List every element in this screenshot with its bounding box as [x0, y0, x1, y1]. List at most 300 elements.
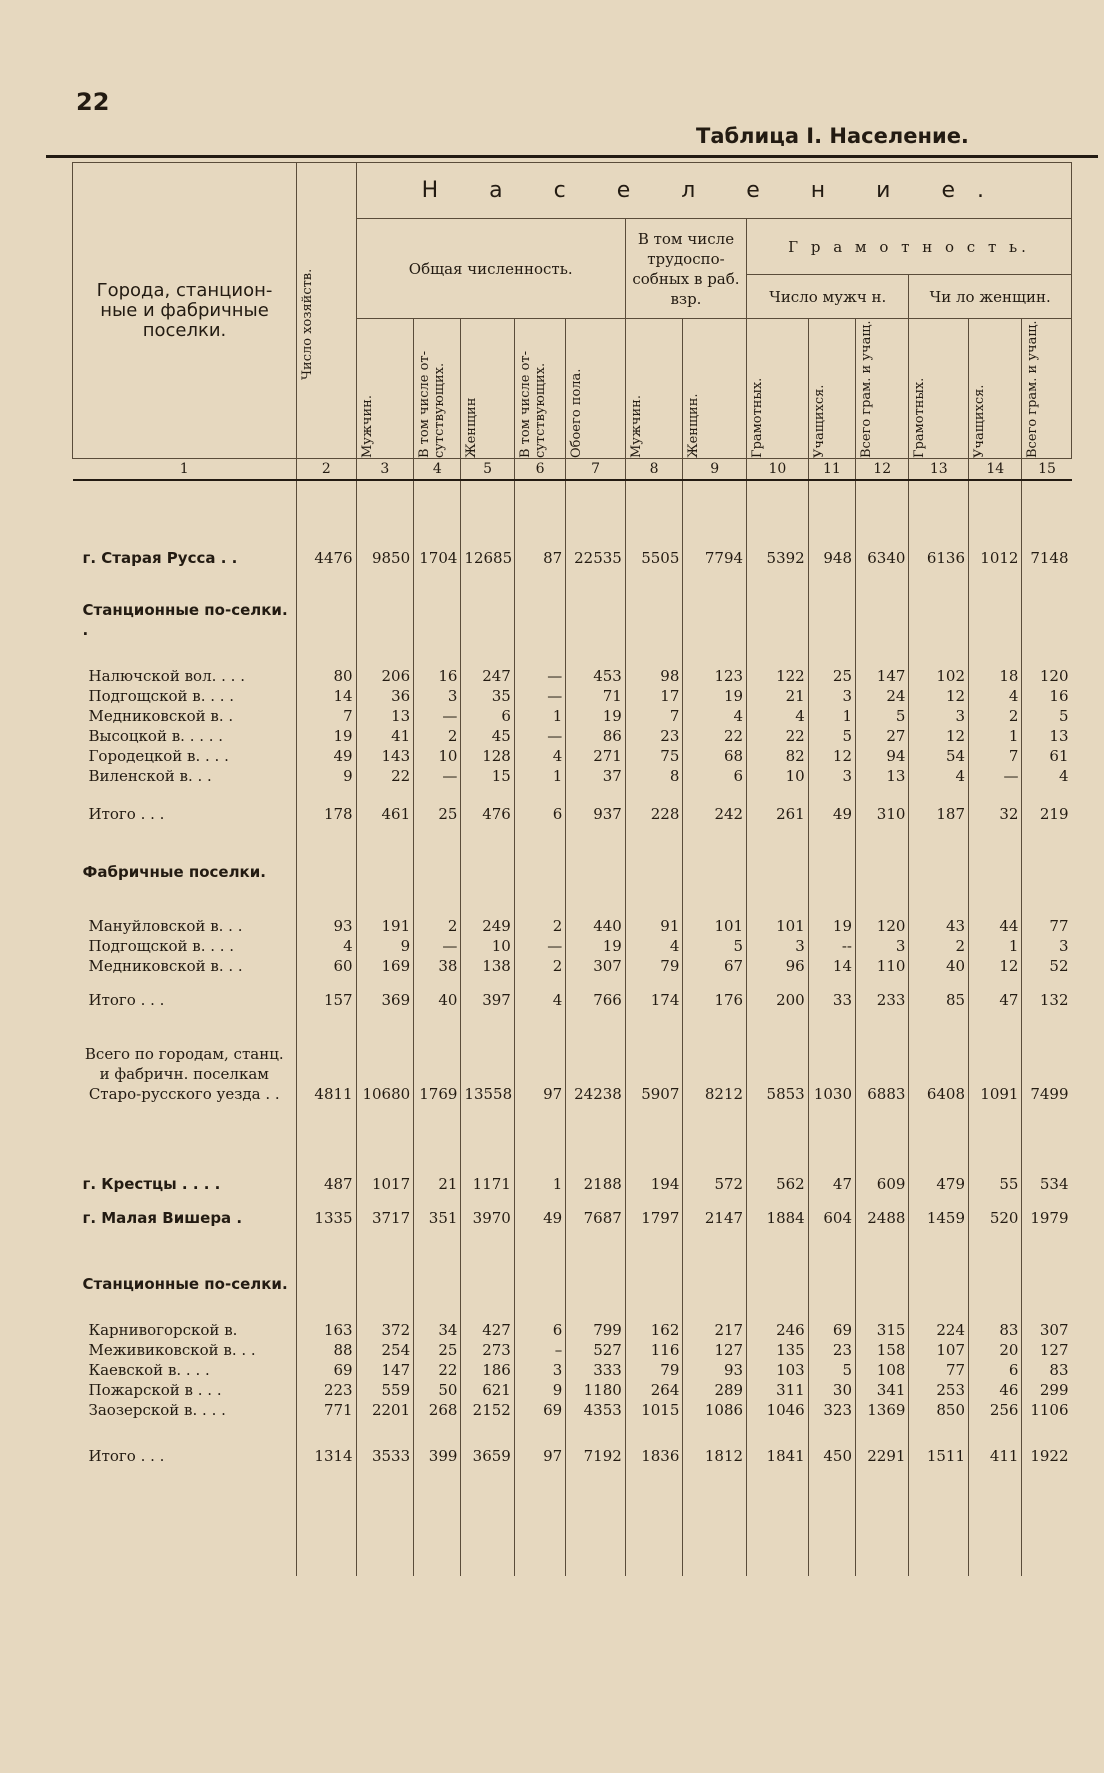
table-cell: 174: [625, 990, 683, 1010]
table-cell: 937: [566, 804, 626, 824]
table-cell: 7687: [566, 1208, 626, 1228]
table-cell: 273: [461, 1340, 514, 1360]
table-cell: 307: [1022, 1320, 1072, 1340]
table-cell: 77: [1022, 916, 1072, 936]
table-cell: —: [514, 686, 565, 706]
table-cell: 3717: [356, 1208, 414, 1228]
column-number: 7: [566, 459, 626, 481]
table-cell: 289: [683, 1380, 747, 1400]
table-cell: 110: [856, 956, 909, 976]
table-cell: 10: [414, 746, 461, 766]
table-cell: 6: [514, 804, 565, 824]
column-number: 13: [909, 459, 969, 481]
table-cell: 46: [969, 1380, 1022, 1400]
row-spacer: [73, 1466, 1072, 1576]
table-cell: 450: [808, 1446, 855, 1466]
table-cell: 176: [683, 990, 747, 1010]
table-cell: 1459: [909, 1208, 969, 1228]
table-cell: 27: [856, 726, 909, 746]
table-cell: 3: [414, 686, 461, 706]
table-cell: 22: [356, 766, 414, 786]
table-cell: 91: [625, 916, 683, 936]
row-label: Виленской в. . .: [88, 767, 212, 785]
households-header: Число хозяйств.: [297, 163, 357, 459]
table-cell: 162: [625, 1320, 683, 1340]
column-header: Мужчин.: [625, 319, 683, 459]
table-cell: —: [514, 936, 565, 956]
column-header: Обоего пола.: [566, 319, 626, 459]
table-cell: 13: [356, 706, 414, 726]
column-header: Мужчин.: [356, 319, 414, 459]
table-row-data: [73, 916, 1072, 936]
table-cell: 3970: [461, 1208, 514, 1228]
table-cell: 19: [566, 936, 626, 956]
row-spacer: [73, 1010, 1072, 1044]
row-label: Городецкой в. . . .: [88, 747, 229, 765]
column-number: 9: [683, 459, 747, 481]
table-cell: 440: [566, 916, 626, 936]
table-cell: 411: [969, 1446, 1022, 1466]
table-cell: 264: [625, 1380, 683, 1400]
column-number: 12: [856, 459, 909, 481]
table-cell: 271: [566, 746, 626, 766]
table-cell: 1979: [1022, 1208, 1072, 1228]
table-row-total: [73, 1446, 1072, 1466]
table-cell: 1: [514, 1174, 565, 1194]
table-cell: 25: [414, 1340, 461, 1360]
table-cell: 21: [747, 686, 809, 706]
table-cell: 2201: [356, 1400, 414, 1420]
table-cell: 12685: [461, 548, 514, 568]
table-cell: 103: [747, 1360, 809, 1380]
table-cell: 17: [625, 686, 683, 706]
row-label: Итого . . .: [88, 1447, 165, 1465]
table-cell: 1: [808, 706, 855, 726]
table-cell: 7: [625, 706, 683, 726]
table-cell: 479: [909, 1174, 969, 1194]
table-row-data: [73, 936, 1072, 956]
table-cell: 3: [808, 766, 855, 786]
table-cell: 4: [969, 686, 1022, 706]
column-header: Женщин.: [683, 319, 747, 459]
column-number: 6: [514, 459, 565, 481]
table-cell: 43: [909, 916, 969, 936]
table-cell: 16: [414, 666, 461, 686]
table-row-data: [73, 1340, 1072, 1360]
table-cell: 10680: [356, 1044, 414, 1104]
table-cell: 158: [856, 1340, 909, 1360]
row-spacer: [73, 1104, 1072, 1174]
table-cell: 19: [566, 706, 626, 726]
table-cell: 38: [414, 956, 461, 976]
column-number: 3: [356, 459, 414, 481]
table-cell: 311: [747, 1380, 809, 1400]
table-cell: 461: [356, 804, 414, 824]
table-cell: 191: [356, 916, 414, 936]
row-label: Заозерской в. . . .: [88, 1401, 226, 1419]
table-cell: 850: [909, 1400, 969, 1420]
table-cell: 108: [856, 1360, 909, 1380]
table-cell: 948: [808, 548, 855, 568]
table-cell: 6136: [909, 548, 969, 568]
table-cell: 116: [625, 1340, 683, 1360]
table-cell: —: [414, 936, 461, 956]
table-cell: 107: [909, 1340, 969, 1360]
top-rule: [46, 155, 1098, 158]
table-cell: 4: [909, 766, 969, 786]
table-cell: 13558: [461, 1044, 514, 1104]
table-row-data: [73, 1320, 1072, 1340]
table-cell: 19: [683, 686, 747, 706]
table-cell: 1884: [747, 1208, 809, 1228]
table-cell: 71: [566, 686, 626, 706]
row-label: Пожарской в . . .: [88, 1381, 222, 1399]
table-row-data: [73, 956, 1072, 976]
table-cell: 3: [909, 706, 969, 726]
table-cell: 8212: [683, 1044, 747, 1104]
table-cell: 219: [1022, 804, 1072, 824]
table-cell: 1106: [1022, 1400, 1072, 1420]
table-cell: 351: [414, 1208, 461, 1228]
table-body: [73, 459, 1072, 1577]
page-title: Таблица I. Население.: [696, 124, 969, 148]
table-cell: 1171: [461, 1174, 514, 1194]
table-cell: 341: [856, 1380, 909, 1400]
row-label: Мануйловской в. . .: [88, 917, 243, 935]
table-cell: 766: [566, 990, 626, 1010]
row-spacer: [73, 786, 1072, 804]
table-cell: 2147: [683, 1208, 747, 1228]
table-cell: 18: [969, 666, 1022, 686]
table-cell: 1091: [969, 1044, 1022, 1104]
table-cell: 147: [856, 666, 909, 686]
table-cell: 55: [969, 1174, 1022, 1194]
column-number: 8: [625, 459, 683, 481]
table-cell: 2152: [461, 1400, 514, 1420]
table-cell: 1511: [909, 1446, 969, 1466]
table-cell: 61: [1022, 746, 1072, 766]
table-cell: 2: [414, 726, 461, 746]
table-cell: 5853: [747, 1044, 809, 1104]
table-cell: 101: [747, 916, 809, 936]
table-cell: --: [808, 936, 855, 956]
table-cell: –: [514, 1340, 565, 1360]
table-cell: 80: [297, 666, 357, 686]
row-spacer: [73, 824, 1072, 850]
table-cell: 5392: [747, 548, 809, 568]
table-cell: 3659: [461, 1446, 514, 1466]
table-cell: 3: [747, 936, 809, 956]
table-cell: 32: [969, 804, 1022, 824]
table-cell: 12: [909, 726, 969, 746]
table-cell: 186: [461, 1360, 514, 1380]
row-label: Карнивогорской в.: [88, 1321, 238, 1339]
column-number: 15: [1022, 459, 1072, 481]
table-cell: 52: [1022, 956, 1072, 976]
table-cell: 157: [297, 990, 357, 1010]
table-cell: 49: [297, 746, 357, 766]
table-cell: 1: [514, 706, 565, 726]
table-cell: 98: [625, 666, 683, 686]
column-header: В том числе от-сутствующих.: [414, 319, 461, 459]
table-cell: 41: [356, 726, 414, 746]
table-cell: 69: [297, 1360, 357, 1380]
table-cell: 23: [808, 1340, 855, 1360]
table-row-data: [73, 746, 1072, 766]
table-cell: —: [514, 666, 565, 686]
table-cell: 3: [1022, 936, 1072, 956]
row-label: Итого . . .: [88, 991, 165, 1009]
row-label: Всего по городам, станц. и фабричн. поселкам Старо-русского уезда . .: [84, 1045, 284, 1103]
table-cell: 20: [969, 1340, 1022, 1360]
table-row-grand: [73, 1044, 1072, 1104]
table-cell: 30: [808, 1380, 855, 1400]
column-number: 2: [297, 459, 357, 481]
population-header: Н а с е л е н и е.: [356, 163, 1071, 219]
column-header: Учащихся.: [808, 319, 855, 459]
table-cell: 2: [909, 936, 969, 956]
table-cell: 5907: [625, 1044, 683, 1104]
table-cell: 94: [856, 746, 909, 766]
table-cell: 559: [356, 1380, 414, 1400]
table-cell: 87: [514, 548, 565, 568]
table-cell: 128: [461, 746, 514, 766]
table-cell: 24238: [566, 1044, 626, 1104]
table-cell: 49: [514, 1208, 565, 1228]
table-row-data: [73, 766, 1072, 786]
table-row-city: [73, 1174, 1072, 1194]
table-cell: 1335: [297, 1208, 357, 1228]
table-cell: 169: [356, 956, 414, 976]
table-cell: 217: [683, 1320, 747, 1340]
table-cell: 604: [808, 1208, 855, 1228]
row-label: Высоцкой в. . . . .: [88, 727, 224, 745]
table-cell: 68: [683, 746, 747, 766]
table-cell: 310: [856, 804, 909, 824]
table-cell: 67: [683, 956, 747, 976]
table-cell: 249: [461, 916, 514, 936]
table-cell: 6: [461, 706, 514, 726]
table-cell: 15: [461, 766, 514, 786]
table-cell: 307: [566, 956, 626, 976]
table-cell: 12: [969, 956, 1022, 976]
table-cell: 323: [808, 1400, 855, 1420]
table-cell: 96: [747, 956, 809, 976]
column-header: Учащихся.: [969, 319, 1022, 459]
row-spacer: [73, 1306, 1072, 1320]
table-cell: 4476: [297, 548, 357, 568]
table-cell: 4: [1022, 766, 1072, 786]
table-cell: 9850: [356, 548, 414, 568]
table-cell: 50: [414, 1380, 461, 1400]
row-label: Медниковской в. .: [88, 707, 234, 725]
row-label: г. Крестцы . . . .: [82, 1175, 221, 1193]
table-cell: 23: [625, 726, 683, 746]
table-cell: 69: [808, 1320, 855, 1340]
table-cell: 93: [297, 916, 357, 936]
row-spacer: [73, 642, 1072, 666]
table-cell: 5: [856, 706, 909, 726]
table-cell: 3533: [356, 1446, 414, 1466]
table-cell: 5: [1022, 706, 1072, 726]
row-label: Каевской в. . . .: [88, 1361, 210, 1379]
table-cell: 54: [909, 746, 969, 766]
table-row-data: [73, 666, 1072, 686]
table-cell: 102: [909, 666, 969, 686]
column-header: Всего грам. и учащ.: [856, 319, 909, 459]
table-cell: 4353: [566, 1400, 626, 1420]
column-number: 10: [747, 459, 809, 481]
table-cell: —: [414, 766, 461, 786]
table-cell: 123: [683, 666, 747, 686]
table-cell: 138: [461, 956, 514, 976]
table-cell: 4: [747, 706, 809, 726]
table-cell: 572: [683, 1174, 747, 1194]
table-cell: 5: [683, 936, 747, 956]
table-cell: 2: [969, 706, 1022, 726]
table-cell: 82: [747, 746, 809, 766]
table-cell: 562: [747, 1174, 809, 1194]
row-label: г. Старая Русса . .: [82, 549, 238, 567]
table-row-section: [73, 850, 1072, 894]
table-cell: 83: [1022, 1360, 1072, 1380]
table-cell: 79: [625, 956, 683, 976]
table-cell: 2291: [856, 1446, 909, 1466]
table-cell: 333: [566, 1360, 626, 1380]
literacy-group-header: Г р а м о т н о с т ь.: [747, 219, 1072, 275]
table-cell: —: [514, 726, 565, 746]
row-spacer: [73, 976, 1072, 990]
row-spacer: [73, 480, 1072, 548]
row-spacer: [73, 1420, 1072, 1446]
table-cell: 36: [356, 686, 414, 706]
table-cell: 268: [414, 1400, 461, 1420]
table-cell: 399: [414, 1446, 461, 1466]
table-cell: 253: [909, 1380, 969, 1400]
table-cell: 4811: [297, 1044, 357, 1104]
table-cell: 1797: [625, 1208, 683, 1228]
table-cell: 2: [414, 916, 461, 936]
row-label: г. Малая Вишера .: [82, 1209, 243, 1227]
table-cell: 163: [297, 1320, 357, 1340]
table-cell: 1812: [683, 1446, 747, 1466]
table-cell: 242: [683, 804, 747, 824]
table-cell: 7: [297, 706, 357, 726]
table-cell: 315: [856, 1320, 909, 1340]
male-literacy-header: Число мужч н.: [747, 275, 909, 319]
table-cell: 9: [514, 1380, 565, 1400]
table-cell: 4: [297, 936, 357, 956]
table-cell: 25: [414, 804, 461, 824]
row-label: Итого . . .: [88, 805, 165, 823]
table-cell: 621: [461, 1380, 514, 1400]
table-cell: 1369: [856, 1400, 909, 1420]
table-row-data: [73, 706, 1072, 726]
table-cell: 6340: [856, 548, 909, 568]
table-row-data: [73, 726, 1072, 746]
table-cell: 44: [969, 916, 1022, 936]
table-cell: 1: [514, 766, 565, 786]
stub-header: Города, станцион-ные и фабричные поселки.: [73, 163, 297, 459]
table-cell: 206: [356, 666, 414, 686]
table-cell: 187: [909, 804, 969, 824]
table-cell: 3: [808, 686, 855, 706]
table-cell: 7192: [566, 1446, 626, 1466]
table-cell: 19: [808, 916, 855, 936]
row-label: Фабричные поселки.: [82, 863, 266, 881]
table-cell: 3: [856, 936, 909, 956]
table-cell: 14: [297, 686, 357, 706]
table-cell: 233: [856, 990, 909, 1010]
table-cell: 34: [414, 1320, 461, 1340]
table-row-total: [73, 804, 1072, 824]
table-cell: 397: [461, 990, 514, 1010]
table-cell: 79: [625, 1360, 683, 1380]
table-cell: 12: [808, 746, 855, 766]
working-group-header: В том числе трудоспо-собных в раб. взр.: [625, 219, 746, 319]
table-cell: 37: [566, 766, 626, 786]
table-cell: 143: [356, 746, 414, 766]
table-cell: 21: [414, 1174, 461, 1194]
table-cell: 24: [856, 686, 909, 706]
table-cell: 14: [808, 956, 855, 976]
row-label: Подгощской в. . . .: [88, 687, 235, 705]
column-header: В том числе от-сутствующих.: [514, 319, 565, 459]
table-cell: 246: [747, 1320, 809, 1340]
table-cell: 1012: [969, 548, 1022, 568]
total-group-header: Общая численность.: [356, 219, 625, 319]
table-cell: 771: [297, 1400, 357, 1420]
table-cell: 223: [297, 1380, 357, 1400]
table-cell: 6: [969, 1360, 1022, 1380]
table-cell: 1769: [414, 1044, 461, 1104]
table-cell: 372: [356, 1320, 414, 1340]
table-cell: 83: [969, 1320, 1022, 1340]
table-cell: 19: [297, 726, 357, 746]
table-cell: 10: [747, 766, 809, 786]
table-cell: 1030: [808, 1044, 855, 1104]
table-cell: 2188: [566, 1174, 626, 1194]
table-cell: 33: [808, 990, 855, 1010]
table-cell: 4: [683, 706, 747, 726]
table-row-city: [73, 548, 1072, 568]
table-cell: 93: [683, 1360, 747, 1380]
table-cell: 101: [683, 916, 747, 936]
table-cell: 47: [808, 1174, 855, 1194]
table-cell: 47: [969, 990, 1022, 1010]
table-cell: 127: [683, 1340, 747, 1360]
table-cell: 1841: [747, 1446, 809, 1466]
table-cell: 799: [566, 1320, 626, 1340]
table-row-data: [73, 1380, 1072, 1400]
row-label: Станционные по-селки. .: [82, 601, 288, 639]
table-cell: 7: [969, 746, 1022, 766]
table-cell: 22: [414, 1360, 461, 1380]
table-cell: 122: [747, 666, 809, 686]
table-row-data: [73, 1360, 1072, 1380]
table-cell: 8: [625, 766, 683, 786]
table-row-city: [73, 1208, 1072, 1228]
table-cell: 2: [514, 956, 565, 976]
table-cell: 1704: [414, 548, 461, 568]
table-cell: 1086: [683, 1400, 747, 1420]
table-cell: 97: [514, 1446, 565, 1466]
table-cell: 77: [909, 1360, 969, 1380]
table-cell: 200: [747, 990, 809, 1010]
table-cell: 40: [909, 956, 969, 976]
column-header: Грамотных.: [747, 319, 809, 459]
page-number: 22: [76, 88, 110, 116]
